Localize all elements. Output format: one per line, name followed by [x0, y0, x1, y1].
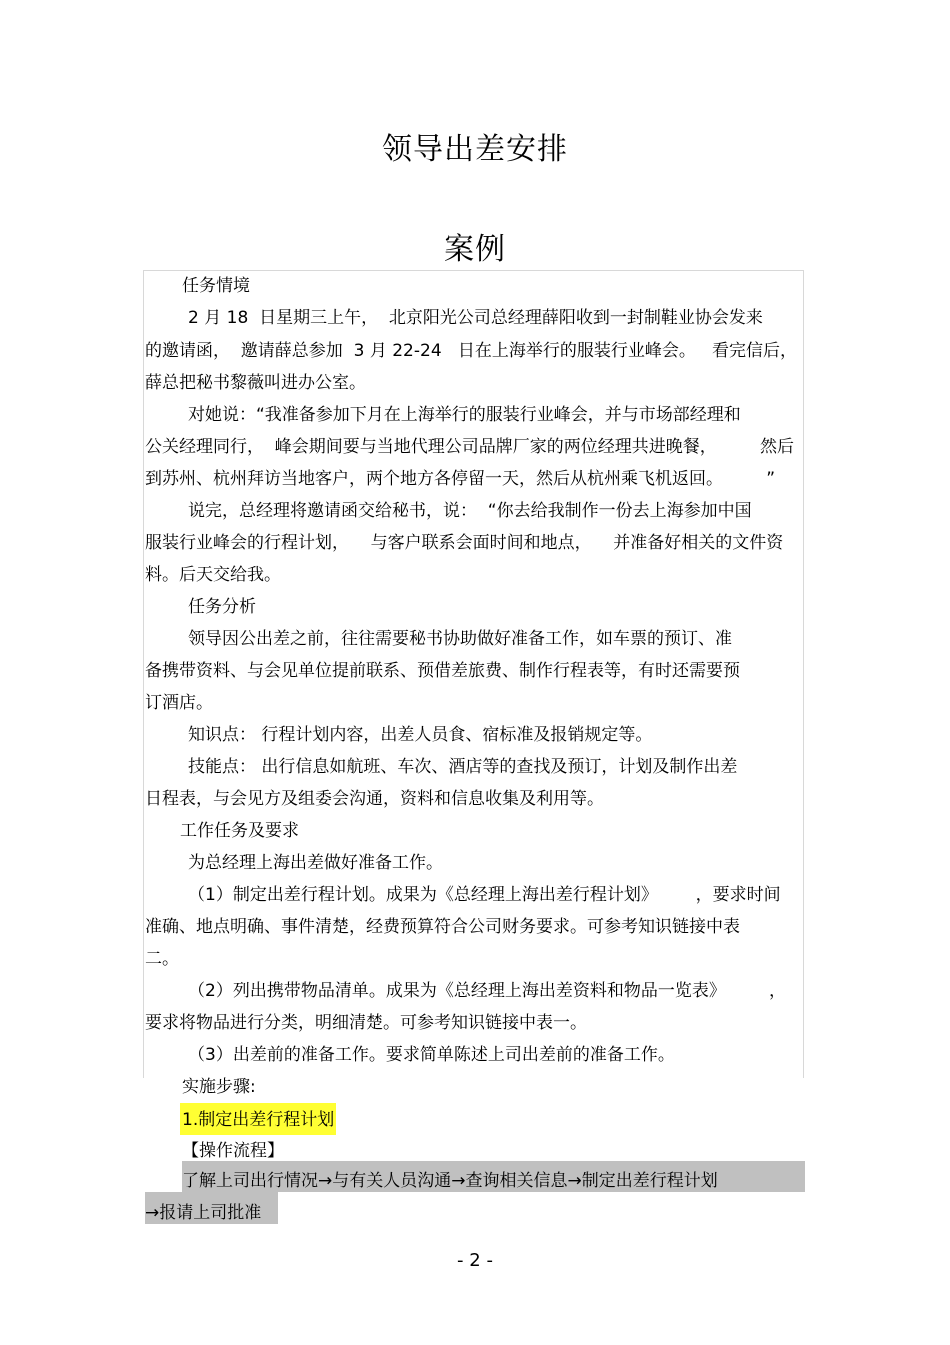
paragraph-line: 订酒店。 — [145, 693, 213, 713]
paragraph-line: 准确、地点明确、事件清楚，经费预算符合公司财务要求。可参考知识链接中表 — [145, 917, 740, 937]
operation-flow-line: →报请上司批准 — [145, 1203, 262, 1223]
paragraph-line: 说完，总经理将邀请函交给秘书，说： “你去给我制作一份去上海参加中国 — [188, 501, 752, 521]
operation-flow-line: 了解上司出行情况→与有关人员沟通→查询相关信息→制定出差行程计划 — [182, 1171, 718, 1191]
paragraph-line: 2 月 18 日星期三上午， 北京阳光公司总经理薛阳收到一封制鞋业协会发来 — [188, 308, 763, 328]
heading-task-scenario: 任务情境 — [182, 276, 250, 296]
paragraph-line: 料。后天交给我。 — [145, 565, 281, 585]
paragraph-line: 备携带资料、与会见单位提前联系、预借差旅费、制作行程表等，有时还需要预 — [145, 661, 740, 681]
heading-work-tasks: 工作任务及要求 — [180, 821, 299, 841]
step-1-highlighted: 1.制定出差行程计划 — [180, 1103, 336, 1135]
operation-flow-label: 【操作流程】 — [182, 1141, 284, 1161]
document-subtitle: 案例 — [444, 232, 506, 267]
requirement-item: （1）制定出差行程计划。成果为《总经理上海出差行程计划》 ，要求时间 — [188, 885, 781, 905]
paragraph-line: 服装行业峰会的行程计划， 与客户联系会面时间和地点， 并准备好相关的文件资 — [145, 533, 784, 553]
heading-implementation-steps: 实施步骤: — [182, 1077, 256, 1097]
paragraph-line: 日程表，与会见方及组委会沟通，资料和信息收集及利用等。 — [145, 789, 604, 809]
skill-point-line: 技能点： 出行信息如航班、车次、酒店等的查找及预订，计划及制作出差 — [188, 757, 738, 777]
paragraph-line: 领导因公出差之前，往往需要秘书协助做好准备工作，如车票的预订、准 — [188, 629, 732, 649]
page-number: - 2 - — [457, 1250, 493, 1271]
paragraph-line: 要求将物品进行分类，明细清楚。可参考知识链接中表一。 — [145, 1013, 587, 1033]
requirement-item: （2）列出携带物品清单。成果为《总经理上海出差资料和物品一览表》 ， — [188, 981, 787, 1001]
paragraph-line: 到苏州、杭州拜访当地客户，两个地方各停留一天，然后从杭州乘飞机返回。 ” — [145, 469, 776, 489]
paragraph-line: 公关经理同行， 峰会期间要与当地代理公司品牌厂家的两位经理共进晚餐， 然后 — [145, 437, 795, 457]
paragraph-line: 为总经理上海出差做好准备工作。 — [188, 853, 443, 873]
paragraph-line: 薛总把秘书黎薇叫进办公室。 — [145, 373, 366, 393]
document-title: 领导出差安排 — [382, 132, 568, 167]
requirement-item: （3）出差前的准备工作。要求简单陈述上司出差前的准备工作。 — [188, 1045, 675, 1065]
paragraph-line: 对她说：“我准备参加下月在上海举行的服装行业峰会，并与市场部经理和 — [188, 405, 741, 425]
knowledge-point-line: 知识点： 行程计划内容，出差人员食、宿标准及报销规定等。 — [188, 725, 653, 745]
paragraph-line: 二。 — [145, 949, 179, 969]
heading-task-analysis: 任务分析 — [188, 597, 256, 617]
paragraph-line: 的邀请函， 邀请薛总参加 3 月 22-24 日在上海举行的服装行业峰会。 看完信后， — [145, 341, 798, 361]
